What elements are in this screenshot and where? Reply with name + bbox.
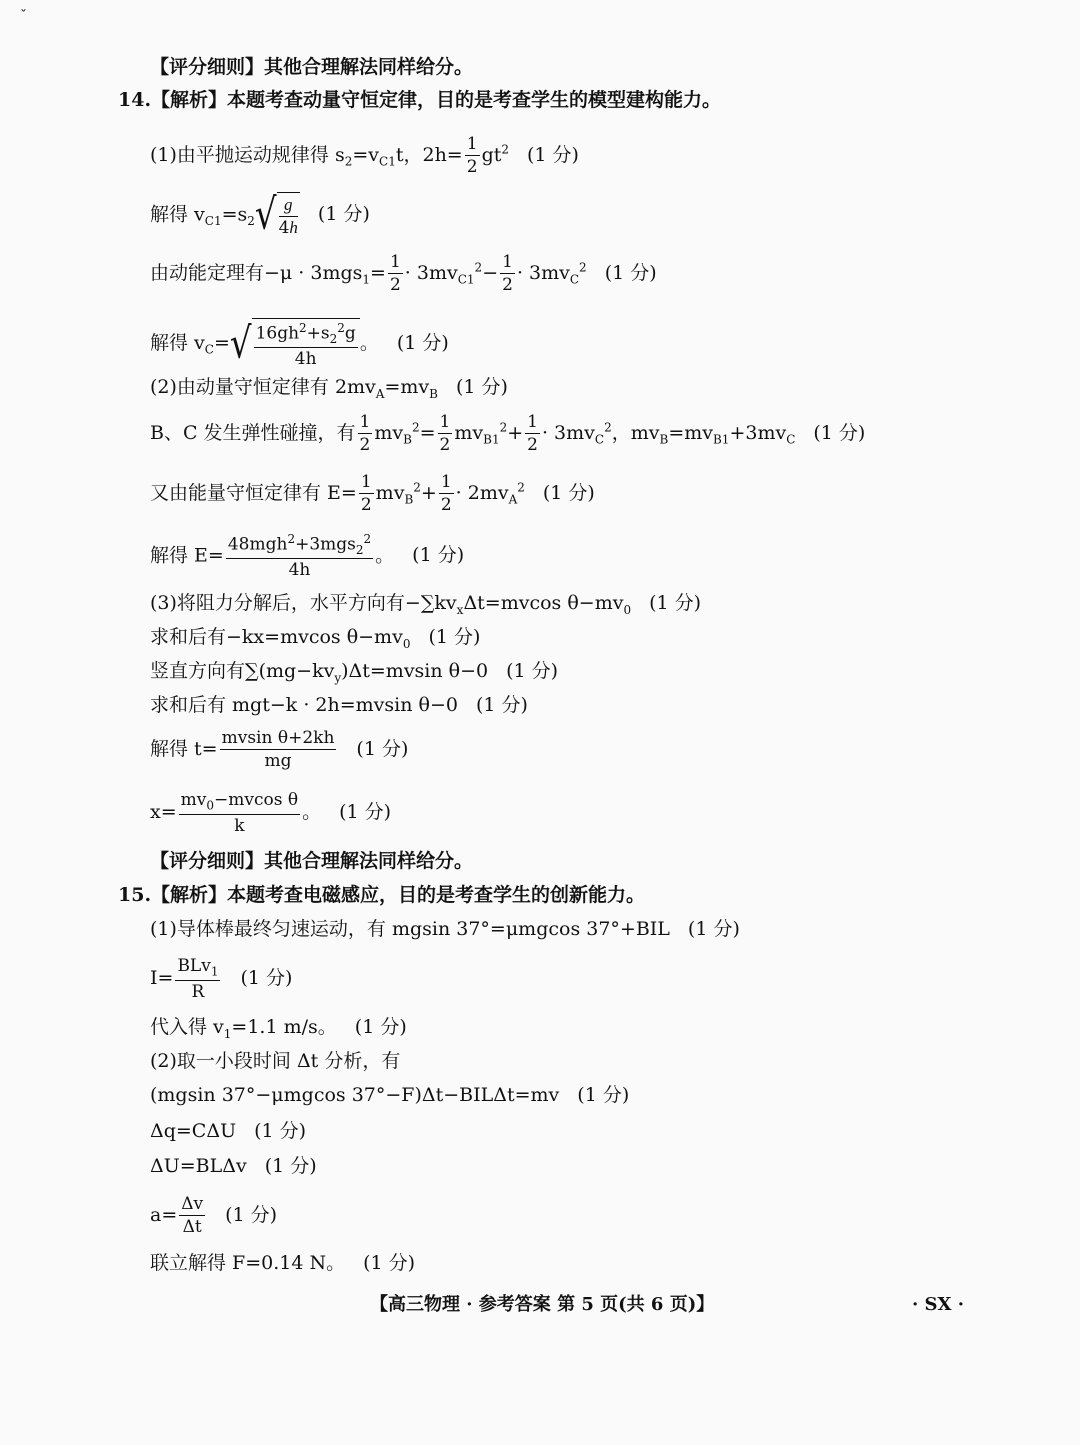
grading-note-1: 【评分细则】其他合理解法同样给分。: [150, 56, 474, 78]
q15-eq-8: a= $\frac{\Delta v}{\Delta t}$ (1 分): [150, 1194, 278, 1238]
q15-eq-3: 代入得 $v_1=1.1$ m/s。 (1 分): [150, 1016, 407, 1041]
q14-eq-11: 竖直方向有$\sum(mg-kv_y)\Delta t=mvsin$ θ−0 (1 分): [150, 660, 559, 685]
corner-mark: ˇ: [20, 8, 27, 24]
q14-eq-6: B、C 发生弹性碰撞，有 $\frac{1}{2}$ $mv_B^2=$ $\frac{1}{2}$ $mv_{B1}^2+$ $\frac{1}{2}$ · $3mv_C^2$，$mv_B=mv_{B1}+3mv_C$ (1 分): [150, 412, 866, 456]
q14-eq-8: 解得 E= $\frac{48mgh^2+3mgs_2^2}{4h}$ 。 (1 分): [150, 532, 465, 581]
q14-eq-4: 解得 $v_C=√$ $\frac{16gh^2+s_2^2g}{4h}$ 。 (1 分): [150, 318, 449, 370]
footer-tag: · SX ·: [912, 1294, 965, 1315]
q15-eq-2: I= $\frac{BLv_1}{R}$ (1 分): [150, 956, 293, 1002]
page-footer: 【高三物理 · 参考答案 第 5 页(共 6 页)】: [370, 1294, 715, 1315]
q14-eq-2: 解得 $v_{C1}=s_2√$ $\frac{g}{4h}$ (1 分): [150, 189, 370, 240]
q14-eq-13: 解得 t= $\frac{\text{mvsin θ+2kh}}{mg}$ (1 分): [150, 728, 409, 772]
q14-eq-14: x= $\frac{mv_0-mvcos \theta}{k}$ 。 (1 分): [150, 790, 392, 836]
q14-eq-10: 求和后有−kx=mvcos $\theta-mv_0$ (1 分): [150, 626, 481, 651]
q15-eq-9: 联立解得 F=0.14 N。 (1 分): [150, 1252, 416, 1274]
q14-eq-7: 又由能量守恒定律有 E= $\frac{1}{2}$ $mv_B^2+$ $\frac{1}{2}$ · $2mv_A^2$ (1 分): [150, 472, 595, 516]
q14-eq-1: (1)由平抛运动规律得 $s_2=v_{C1}t$，2h= $\frac{1}{2}$ $gt^2$ (1 分): [150, 134, 579, 178]
q15-heading: 15.【解析】本题考查电磁感应，目的是考查学生的创新能力。: [118, 884, 646, 906]
q14-eq-3: 由动能定理有−μ · 3mgs$_1$= $\frac{1}{2}$ · $3mv_{C1}^2-$ $\frac{1}{2}$ · $3mv_C^2$ (1 分): [150, 252, 657, 296]
q15-eq-7: ΔU=BLΔv (1 分): [150, 1155, 317, 1177]
q14-eq-12: 求和后有 mgt−k · 2h=mvsin θ−0 (1 分): [150, 694, 528, 716]
q15-eq-4: (2)取一小段时间 Δt 分析，有: [150, 1050, 401, 1072]
q14-heading: 14.【解析】本题考查动量守恒定律，目的是考查学生的模型建构能力。: [118, 89, 722, 111]
q15-eq-6: Δq=CΔU (1 分): [150, 1120, 307, 1142]
q14-eq-5: (2)由动量守恒定律有 $2mv_A=mv_B$ (1 分): [150, 376, 508, 401]
q15-eq-5: (mgsin 37°−μmgcos 37°−F)Δt−BILΔt=mv (1 分): [150, 1084, 630, 1106]
grading-note-2: 【评分细则】其他合理解法同样给分。: [150, 850, 474, 872]
q14-eq-9: (3)将阻力分解后，水平方向有$-\sum kv_x\Delta t=mvcos$ $\theta-mv_0$ (1 分): [150, 592, 702, 617]
q15-eq-1: (1)导体棒最终匀速运动，有 mgsin 37°=μmgcos 37°+BIL (1 分): [150, 918, 740, 940]
